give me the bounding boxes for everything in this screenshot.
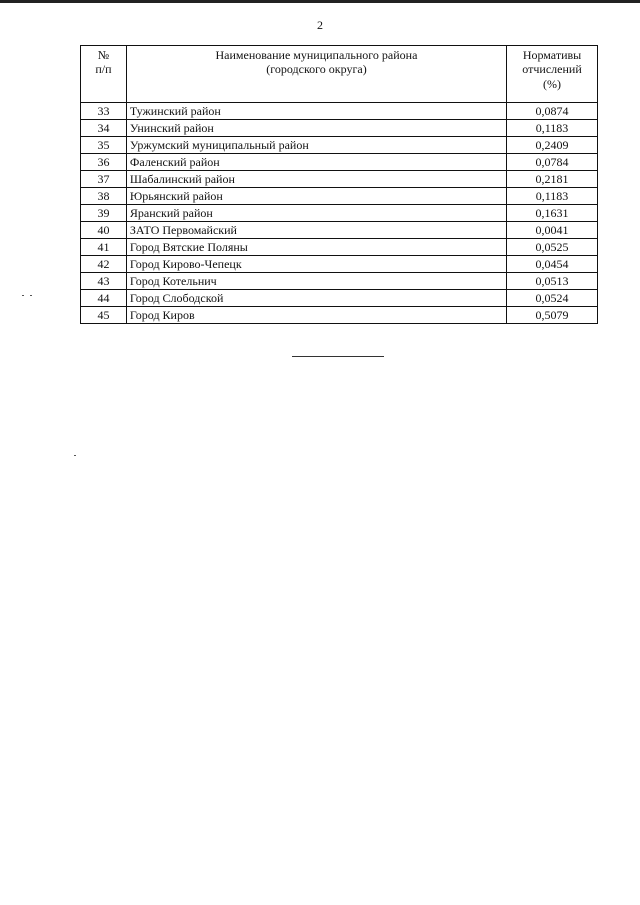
cell-name: Яранский район: [126, 205, 506, 222]
cell-value: 0,0524: [507, 290, 598, 307]
cell-num: 40: [81, 222, 127, 239]
table-row: [81, 307, 598, 324]
end-rule: [292, 356, 384, 357]
table-header-row: [81, 46, 598, 103]
cell-num: 45: [81, 307, 127, 324]
table-row: [81, 120, 598, 137]
table-row: [81, 256, 598, 273]
header-num: № п/п: [81, 46, 127, 103]
cell-name: Юрьянский район: [126, 188, 506, 205]
scan-speck: [22, 295, 24, 296]
table-row: [81, 205, 598, 222]
cell-num: 35: [81, 137, 127, 154]
page-top-border: [0, 0, 640, 3]
cell-name: Уржумский муниципальный район: [126, 137, 506, 154]
scan-speck: [30, 295, 32, 296]
cell-num: 39: [81, 205, 127, 222]
cell-value: 0,1183: [507, 120, 598, 137]
cell-num: 36: [81, 154, 127, 171]
header-value: Нормативы отчислений (%): [507, 46, 598, 103]
cell-name: Город Вятские Поляны: [126, 239, 506, 256]
cell-value: 0,1631: [507, 205, 598, 222]
scan-speck: [74, 455, 76, 456]
cell-value: 0,2181: [507, 171, 598, 188]
cell-num: 42: [81, 256, 127, 273]
cell-num: 33: [81, 103, 127, 120]
table-row: [81, 273, 598, 290]
cell-num: 37: [81, 171, 127, 188]
cell-value: 0,0041: [507, 222, 598, 239]
cell-name: Город Котельнич: [126, 273, 506, 290]
cell-value: 0,0513: [507, 273, 598, 290]
cell-name: ЗАТО Первомайский: [126, 222, 506, 239]
cell-name: Город Слободской: [126, 290, 506, 307]
cell-value: 0,0525: [507, 239, 598, 256]
header-name: Наименование муниципального района (городского округа): [126, 46, 506, 103]
cell-num: 44: [81, 290, 127, 307]
table-row: [81, 171, 598, 188]
table-row: [81, 154, 598, 171]
cell-name: Фаленский район: [126, 154, 506, 171]
cell-name: Унинский район: [126, 120, 506, 137]
cell-value: 0,5079: [507, 307, 598, 324]
page-number: 2: [317, 18, 323, 32]
table-row: [81, 137, 598, 154]
cell-name: Шабалинский район: [126, 171, 506, 188]
cell-value: 0,0874: [507, 103, 598, 120]
table-row: [81, 222, 598, 239]
cell-value: 0,2409: [507, 137, 598, 154]
table-row: [81, 239, 598, 256]
cell-num: 41: [81, 239, 127, 256]
cell-name: Город Киров: [126, 307, 506, 324]
cell-num: 38: [81, 188, 127, 205]
norms-table: [80, 45, 598, 324]
table-row: [81, 290, 598, 307]
cell-num: 43: [81, 273, 127, 290]
table-row: [81, 103, 598, 120]
cell-name: Город Кирово-Чепецк: [126, 256, 506, 273]
cell-name: Тужинский район: [126, 103, 506, 120]
cell-num: 34: [81, 120, 127, 137]
table-row: [81, 188, 598, 205]
cell-value: 0,0454: [507, 256, 598, 273]
cell-value: 0,0784: [507, 154, 598, 171]
cell-value: 0,1183: [507, 188, 598, 205]
